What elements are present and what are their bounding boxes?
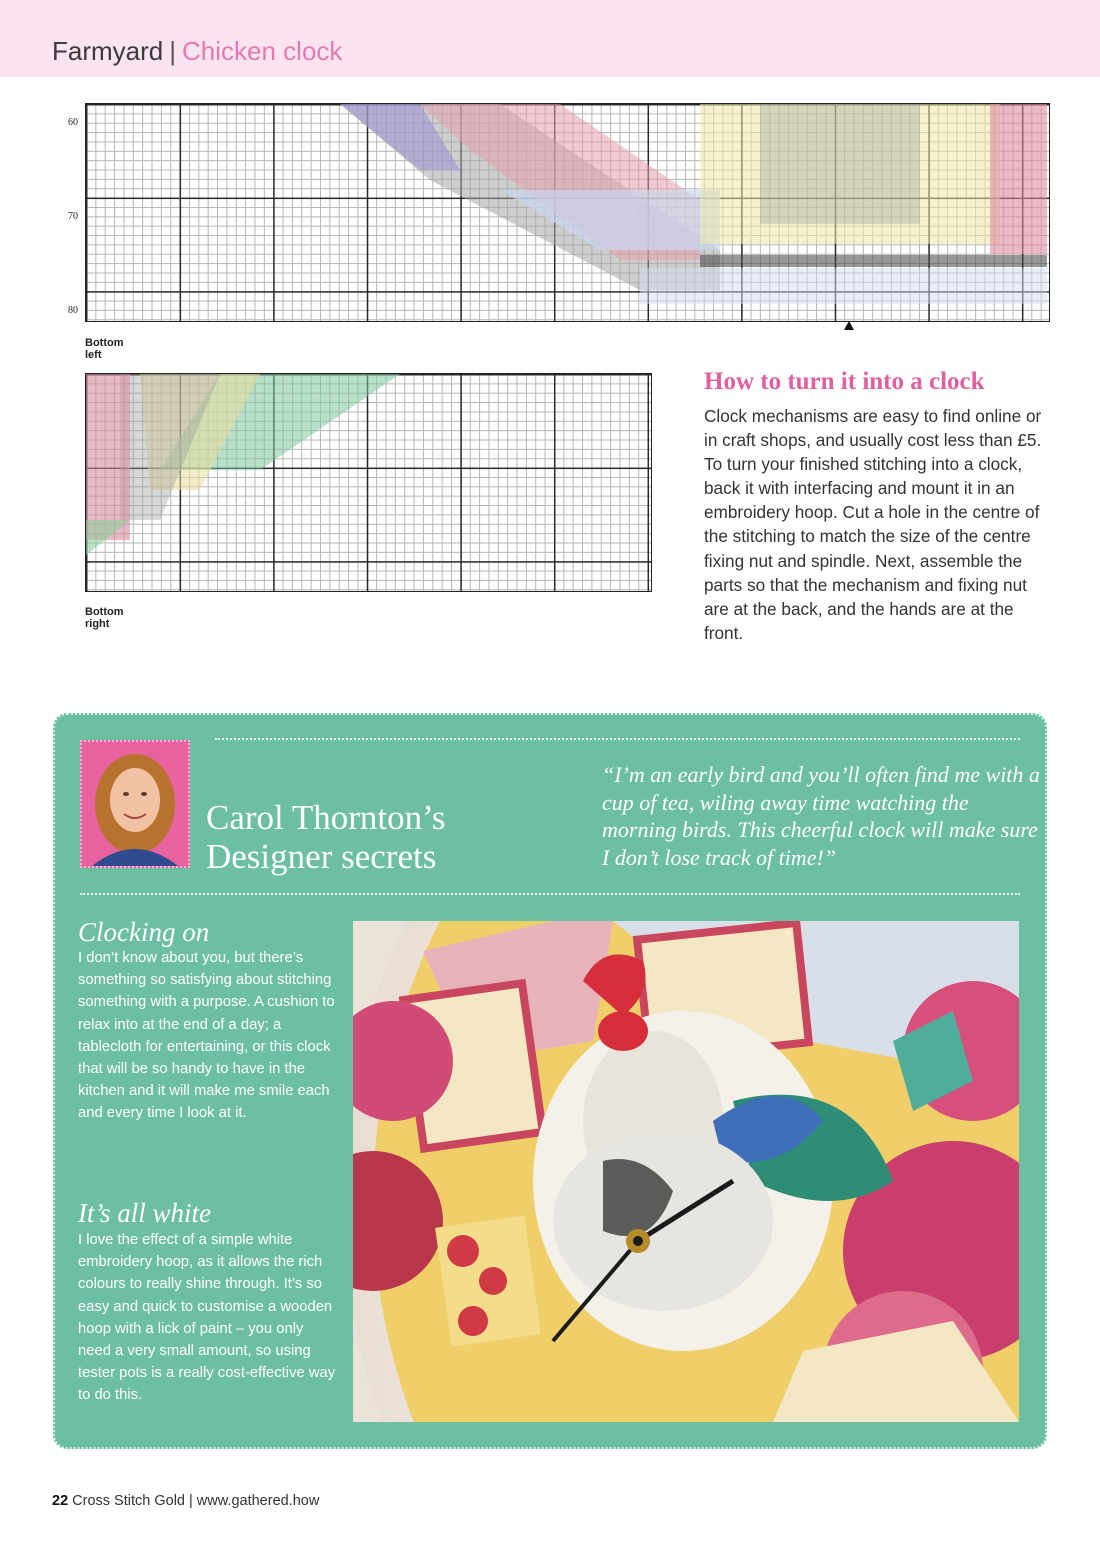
footer-page-number: 22 [52,1493,69,1509]
section-body-its-all-white: I love the effect of a simple white embroidery hoop, as it allows the rich colours to really shine through. It’s so easy and quick to customise a wooden hoop with a lick of paint – you only need a very small amount, so using tester pots is a really cost-effective way to do this. [78,1232,336,1404]
designer-quote: “I’m an early bird and you’ll often find me with a cup of tea, wiling away time watching the morning birds. This cheerful clock will make sure I don’t lose track of time!” [602,762,1040,870]
page-footer [52,1493,319,1509]
panel-divider-middle [80,893,1020,895]
chart-label-bottom-left: Bottom left [85,337,124,361]
section-title-clocking-on: Clocking on [78,917,210,947]
section-title-its-all-white: It’s all white [78,1198,212,1228]
stitch-grid-bottom-left [85,103,1050,322]
page-header [52,36,342,67]
panel-divider-top [215,738,1020,740]
designer-portrait [80,740,190,868]
designer-name [206,798,445,876]
header-project: Chicken clock [182,36,343,66]
designer-name-line2: Designer secrets [206,837,437,876]
row-label-70: 70 [68,211,78,222]
header-separator: | [169,36,177,66]
section-body-clocking-on: I don’t know about you, but there’s something so satisfying about stitching something with a purpose. A cushion to relax into at the end of a day; a tablecloth for entertaining, or this clock that will be so handy to have in the kitchen and it will make me smile each and every time I look at it. [78,950,335,1122]
designer-portrait-image [82,742,188,866]
row-label-60: 60 [68,117,78,128]
stitch-grid-bottom-right [85,373,652,592]
header-section: Farmyard [52,36,164,66]
how-to-body: Clock mechanisms are easy to find online or in craft shops, and usually cost less than £5. To turn your finished stitching into a clock, back it with interfacing and mount it in an embroidery hoop. Cut a hole in the centre of the stitching to match the size of the centre fixing nut and spindle. Next, assemble the parts so that the mechanism and fixing nut are at the back, and the hands are at the front. [704,406,1042,643]
centre-marker [844,321,854,330]
clock-photo [353,921,1019,1422]
footer-text: Cross Stitch Gold | www.gathered.how [68,1493,320,1509]
designer-name-line1: Carol Thornton’s [206,798,446,837]
how-to-title: How to turn it into a clock [704,368,985,395]
clock-photo-image [353,921,1019,1422]
row-label-80: 80 [68,305,78,316]
chart-label-bottom-right: Bottom right [85,606,124,630]
